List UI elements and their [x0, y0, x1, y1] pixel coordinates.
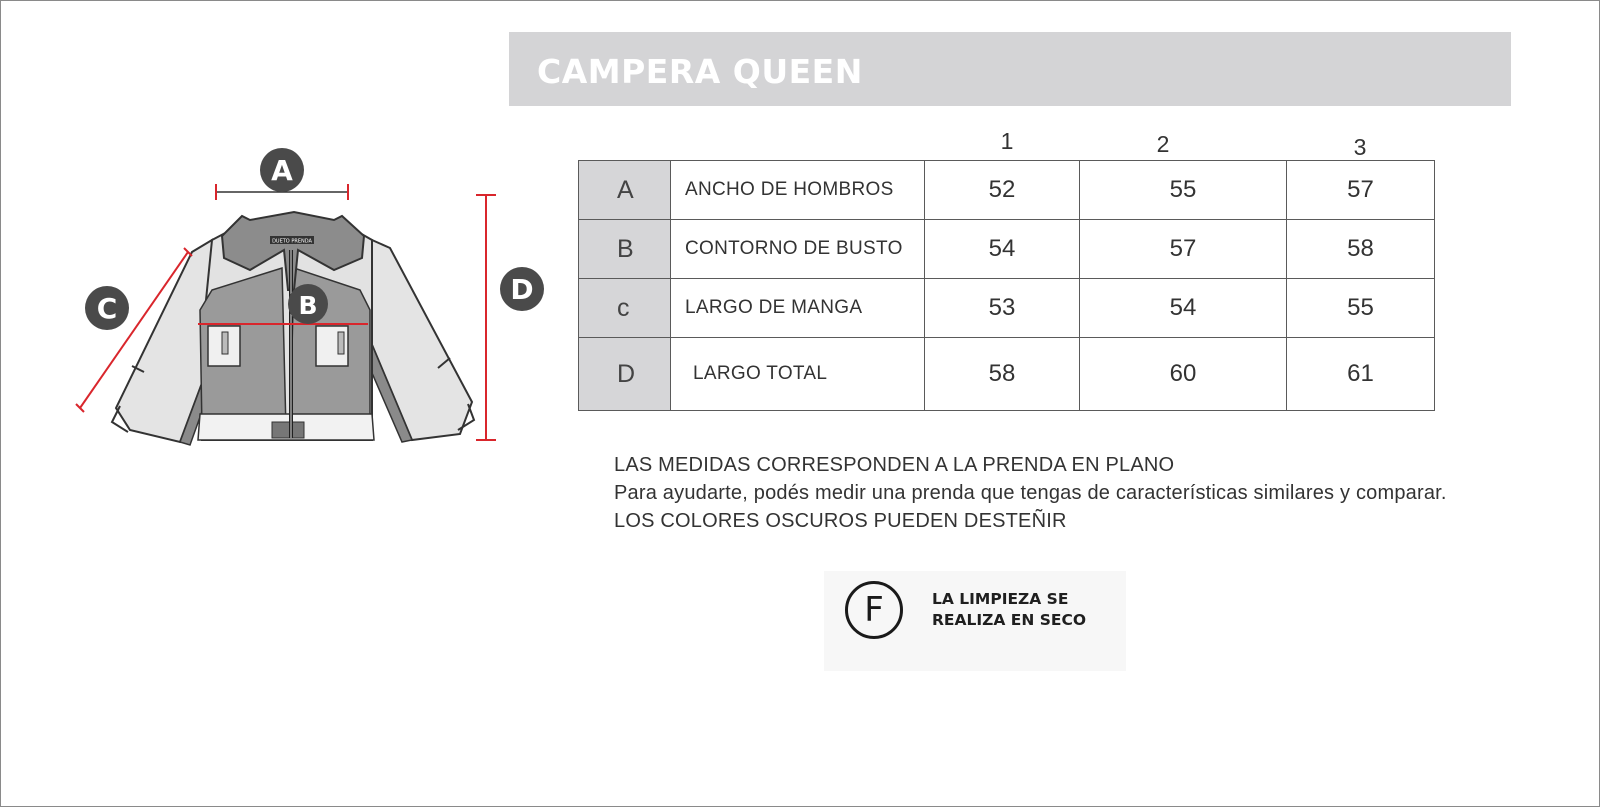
title-bar	[509, 32, 1511, 106]
row-value: 57	[1287, 161, 1435, 220]
page-title: CAMPERA QUEEN	[537, 52, 863, 91]
size-header-3: 3	[1353, 134, 1367, 160]
row-label: CONTORNO DE BUSTO	[671, 220, 925, 279]
table-row	[579, 338, 1435, 411]
row-code: D	[579, 338, 671, 411]
note-line: LAS MEDIDAS CORRESPONDEN A LA PRENDA EN PLANO	[614, 454, 1175, 476]
row-value: 60	[1080, 338, 1287, 411]
table-row	[579, 161, 1435, 220]
row-code: c	[579, 279, 671, 338]
measurement-notes	[614, 451, 1447, 535]
care-instruction	[932, 589, 1112, 631]
badge-a	[260, 148, 304, 192]
row-label: LARGO DE MANGA	[671, 279, 925, 338]
table-row	[579, 279, 1435, 338]
row-value: 61	[1287, 338, 1435, 411]
row-value: 54	[1080, 279, 1287, 338]
row-label: LARGO TOTAL	[671, 338, 925, 411]
row-code: B	[579, 220, 671, 279]
badge-b	[288, 284, 328, 324]
svg-text:D: D	[510, 273, 534, 306]
size-header-1: 1	[1000, 128, 1014, 154]
size-header-2: 2	[1156, 131, 1170, 157]
svg-text:B: B	[298, 291, 318, 320]
dry-clean-icon: F	[845, 581, 903, 639]
note-line: Para ayudarte, podés medir una prenda que tengas de características similares y comparar.	[614, 482, 1447, 504]
size-table	[578, 160, 1435, 411]
svg-text:A: A	[271, 154, 293, 187]
row-value: 55	[1287, 279, 1435, 338]
row-value: 52	[925, 161, 1080, 220]
care-line: LA LIMPIEZA SE	[932, 590, 1069, 608]
care-line: REALIZA EN SECO	[932, 611, 1087, 629]
brand-tag: DUETO PRENDA	[272, 238, 312, 245]
badge-d	[500, 267, 544, 311]
row-code: A	[579, 161, 671, 220]
table-row	[579, 220, 1435, 279]
row-value: 57	[1080, 220, 1287, 279]
jacket-diagram	[72, 140, 562, 460]
row-value: 58	[1287, 220, 1435, 279]
svg-text:C: C	[96, 292, 118, 325]
row-value: 53	[925, 279, 1080, 338]
row-label: ANCHO DE HOMBROS	[671, 161, 925, 220]
row-value: 58	[925, 338, 1080, 411]
row-value: 55	[1080, 161, 1287, 220]
badge-c	[85, 286, 129, 330]
row-value: 54	[925, 220, 1080, 279]
note-line: LOS COLORES OSCUROS PUEDEN DESTEÑIR	[614, 510, 1067, 532]
care-label	[824, 571, 1126, 671]
